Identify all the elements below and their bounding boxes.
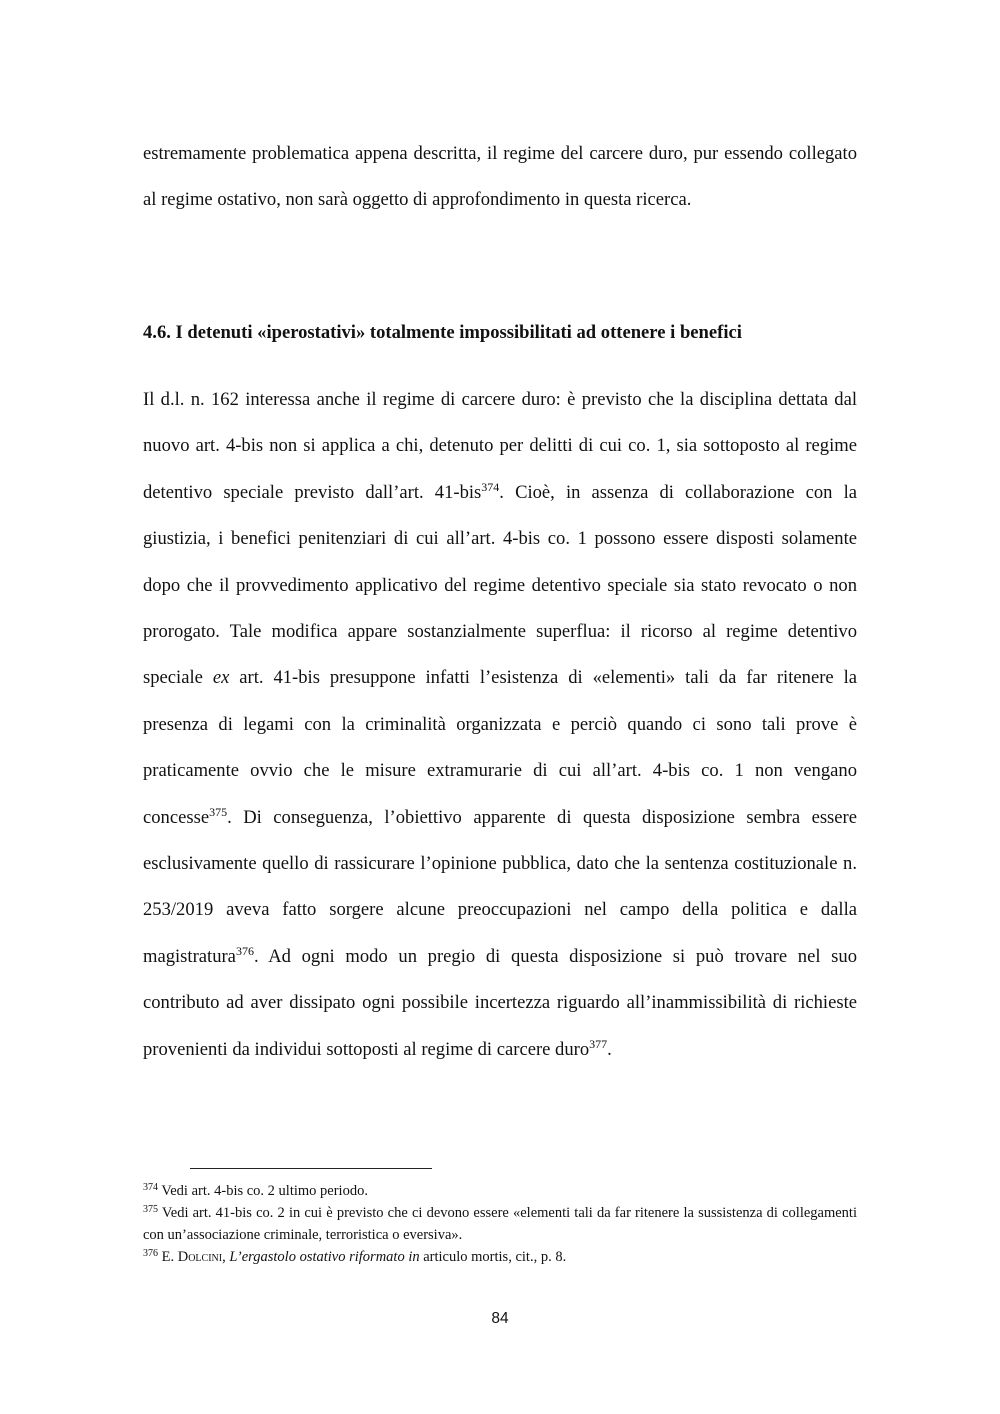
body-italic-text: ex — [212, 667, 230, 689]
body-text: . Ad ogni modo un pregio di questa disposizione si può trovare nel suo contributo ad aver dissipato ogni possibile incertezza riguardo all’inammissibilità di richieste provenienti da individui sottoposti al regime di carcere duro — [143, 945, 857, 1060]
footnotes — [143, 1180, 857, 1268]
footnote-375 — [143, 1202, 857, 1246]
footnote-ref-375[interactable]: 375 — [209, 804, 228, 819]
intro-paragraph: estremamente problematica appena descritta, il regime del carcere duro, pur essendo collegato al regime ostativo, non sarà oggetto di approfondimento in questa ricerca. — [143, 143, 857, 211]
body-text: . Di conseguenza, l’obiettivo apparente di questa disposizione sembra essere esclusivamente quello di rassicurare l’opinione pubblica, dato che la sentenza costituzionale n. 253/2019 aveva fatto sorgere alcune preoccupazioni nel campo della politica e dalla magistratura — [143, 806, 857, 967]
body-text: . Cioè, in assenza di collaborazione con la giustizia, i benefici penitenziari di cui all’art. 4-bis co. 1 possono essere disposti solamente dopo che il provvedimento applicativo del regime detentivo speciale sia stato revocato o non prorogato. Tale modifica appare sostanzialmente superflua: il ricorso al regime detentivo speciale — [143, 481, 857, 689]
footnote-text: Vedi art. 41-bis co. 2 in cui è previsto che ci devono essere «elementi tali da far ritenere la sussistenza di collegamenti con un’associazione criminale, terroristica o eversiva». — [143, 1205, 857, 1243]
footnote-ref-377[interactable]: 377 — [589, 1036, 608, 1051]
footnote-author-surname: Dolcini — [177, 1249, 223, 1265]
footnote-ref-376[interactable]: 376 — [235, 943, 254, 958]
footnote-376 — [143, 1246, 857, 1268]
body-text: Il d.l. n. 162 interessa anche il regime di carcere duro: è previsto che la disciplina dettata dal nuovo art. 4-bis non si applica a chi, detenuto per delitti di cui co. 1, sia sottoposto al regime detentivo speciale previsto dall’art. 41-bis — [143, 389, 857, 503]
footnote-title: L’ergastolo ostativo riformato in — [229, 1249, 420, 1265]
footnote-text: Vedi art. 4-bis co. 2 ultimo periodo. — [158, 1183, 368, 1199]
footnote-number: 376 — [143, 1248, 158, 1259]
footnote-number: 375 — [143, 1204, 158, 1215]
footnote-author-initial: E. — [158, 1249, 178, 1265]
footnote-374 — [143, 1180, 857, 1202]
footnote-number: 374 — [143, 1182, 158, 1193]
body-text: art. 41-bis presuppone infatti l’esistenza di «elementi» tali da far ritenere la presenza di legami con la criminalità organizzata e perciò quando ci sono tali prove è praticamente ovvio che le misure extramurarie di cui all’art. 4-bis co. 1 non vengano concesse — [143, 667, 857, 828]
page-number: 84 — [491, 1310, 509, 1327]
footnote-text: articulo mortis, cit., p. 8. — [419, 1249, 567, 1265]
footnote-ref-374[interactable]: 374 — [481, 479, 500, 494]
body-paragraph — [143, 377, 857, 1073]
section-heading: 4.6. I detenuti «iperostativi» totalmente impossibilitati ad ottenere i benefici — [143, 322, 742, 343]
footnote-separator — [190, 1168, 432, 1169]
body-text: . — [607, 1038, 612, 1060]
footnote-separator-text: , — [222, 1249, 230, 1265]
